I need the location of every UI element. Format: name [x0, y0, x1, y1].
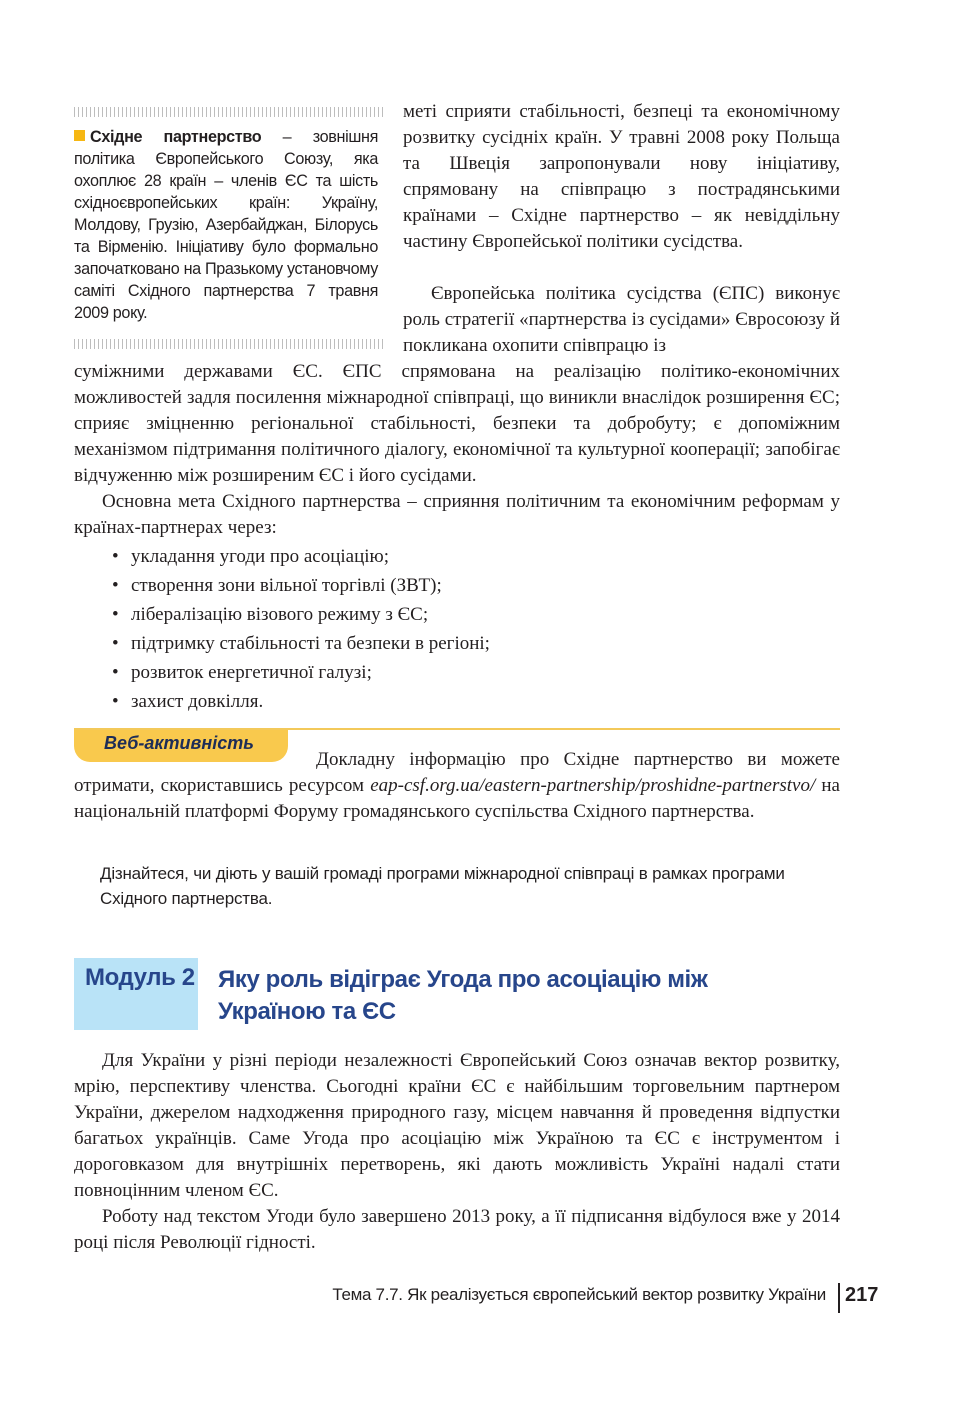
web-activity-task: Дізнайтеся, чи діють у вашій громаді програми міжнародної співпраці в рамках програми Східного партнерства.: [100, 864, 785, 908]
list-item: • укладання угоди про асоціацію;: [112, 542, 812, 571]
definition-sidebar: [74, 126, 378, 324]
module-paragraph-1: Для України у різні періоди незалежності Європейський Союз означав вектор розвитку, мрію, перспективу членства. Сьогодні країни ЄС є найбільшим торговельним партнером України, джерелом надходження природного газу, місцем навчання й проведення відпустки багатьох українців. Саме Угода про асоціацію між Україною та ЄС є інструментом і дороговказом для внутрішніх перетворень, які дають можливість Україні надалі стати повноцінним членом ЄС.: [74, 1050, 840, 1201]
sidebar-bottom-divider: [74, 339, 384, 349]
module-title: Яку роль відіграє Угода про асоціацію між Україною та ЄС: [218, 966, 708, 1025]
definition-term: Східне партнерство: [90, 128, 262, 146]
list-item: • розвиток енергетичної галузі;: [112, 658, 812, 687]
sidebar-top-divider: [74, 107, 384, 117]
list-item: • захист довкілля.: [112, 687, 812, 716]
list-item: • створення зони вільної торгівлі (ЗВТ);: [112, 571, 812, 600]
footer-topic: Тема 7.7. Як реалізується європейський вектор розвитку України: [332, 1285, 826, 1304]
footer-separator: [838, 1283, 840, 1313]
paragraph-1: меті сприяти стабільності, безпеці та економічному розвитку сусідніх країн. У травні 2008 року Польща та Швеція запропонували нову ініціативу, спрямовану на співпрацю з пострадянськими країнами – Східне партнерство – як невіддільну частину Європейської політики сусідства.: [403, 101, 840, 252]
page-number: 217: [845, 1284, 879, 1306]
definition-text: – зовнішня політика Європейського Союзу, яка охоплює 28 країн – членів ЄС та шість східноєвропейських країн: Україну, Молдову, Грузію, Азербайджан, Білорусь та Вірменію. Ініціативу було формально започатковано на Празькому установчому саміті Східного партнерства 7 травня 2009 року.: [74, 128, 378, 322]
paragraph-2-start: Європейська політика сусідства (ЄПС) виконує роль стратегії «партнерства із сусідами» Євросоюзу й покликана охопити співпрацю із: [403, 283, 840, 356]
web-activity-text-before: Докладну інформацію про Східне партнерство ви можете отримати, скориставшись ресурсом: [74, 749, 840, 796]
resource-link[interactable]: eap-csf.org.ua/eastern-partnership/proshidne-partnerstvo/: [370, 775, 816, 796]
list-item: • підтримку стабільності та безпеки в регіоні;: [112, 629, 812, 658]
module-label: Модуль 2: [85, 964, 195, 991]
web-activity-text-after: на національній платформі Форуму громадянського суспільства Східного партнерства.: [74, 775, 840, 822]
paragraph-3: Основна мета Східного партнерства – сприяння політичним та економічним реформам у країнах-партнерах через:: [74, 491, 840, 538]
list-item: • лібералізацію візового режиму з ЄС;: [112, 600, 812, 629]
goals-list: [112, 542, 812, 716]
bullet-square-icon: [74, 130, 85, 141]
paragraph-2-end: суміжними державами ЄС. ЄПС спрямована на реалізацію політико-економічних можливостей задля посилення міжнародної співпраці, що виникли внаслідок розширення ЄС; сприяє зміцненню регіональної стабільності, безпеки та добробуту; є допоміжним механізмом підтримання політичного діалогу, економічної та культурної кооперації; запобігає відчуженню між розширеним ЄС і його сусідами.: [74, 361, 840, 486]
web-activity-label: Веб-активність: [104, 733, 254, 753]
module-paragraph-2: Роботу над текстом Угоди було завершено 2013 року, а її підписання відбулося вже у 2014 році після Революції гідності.: [74, 1206, 840, 1253]
web-activity-text: [74, 747, 840, 825]
